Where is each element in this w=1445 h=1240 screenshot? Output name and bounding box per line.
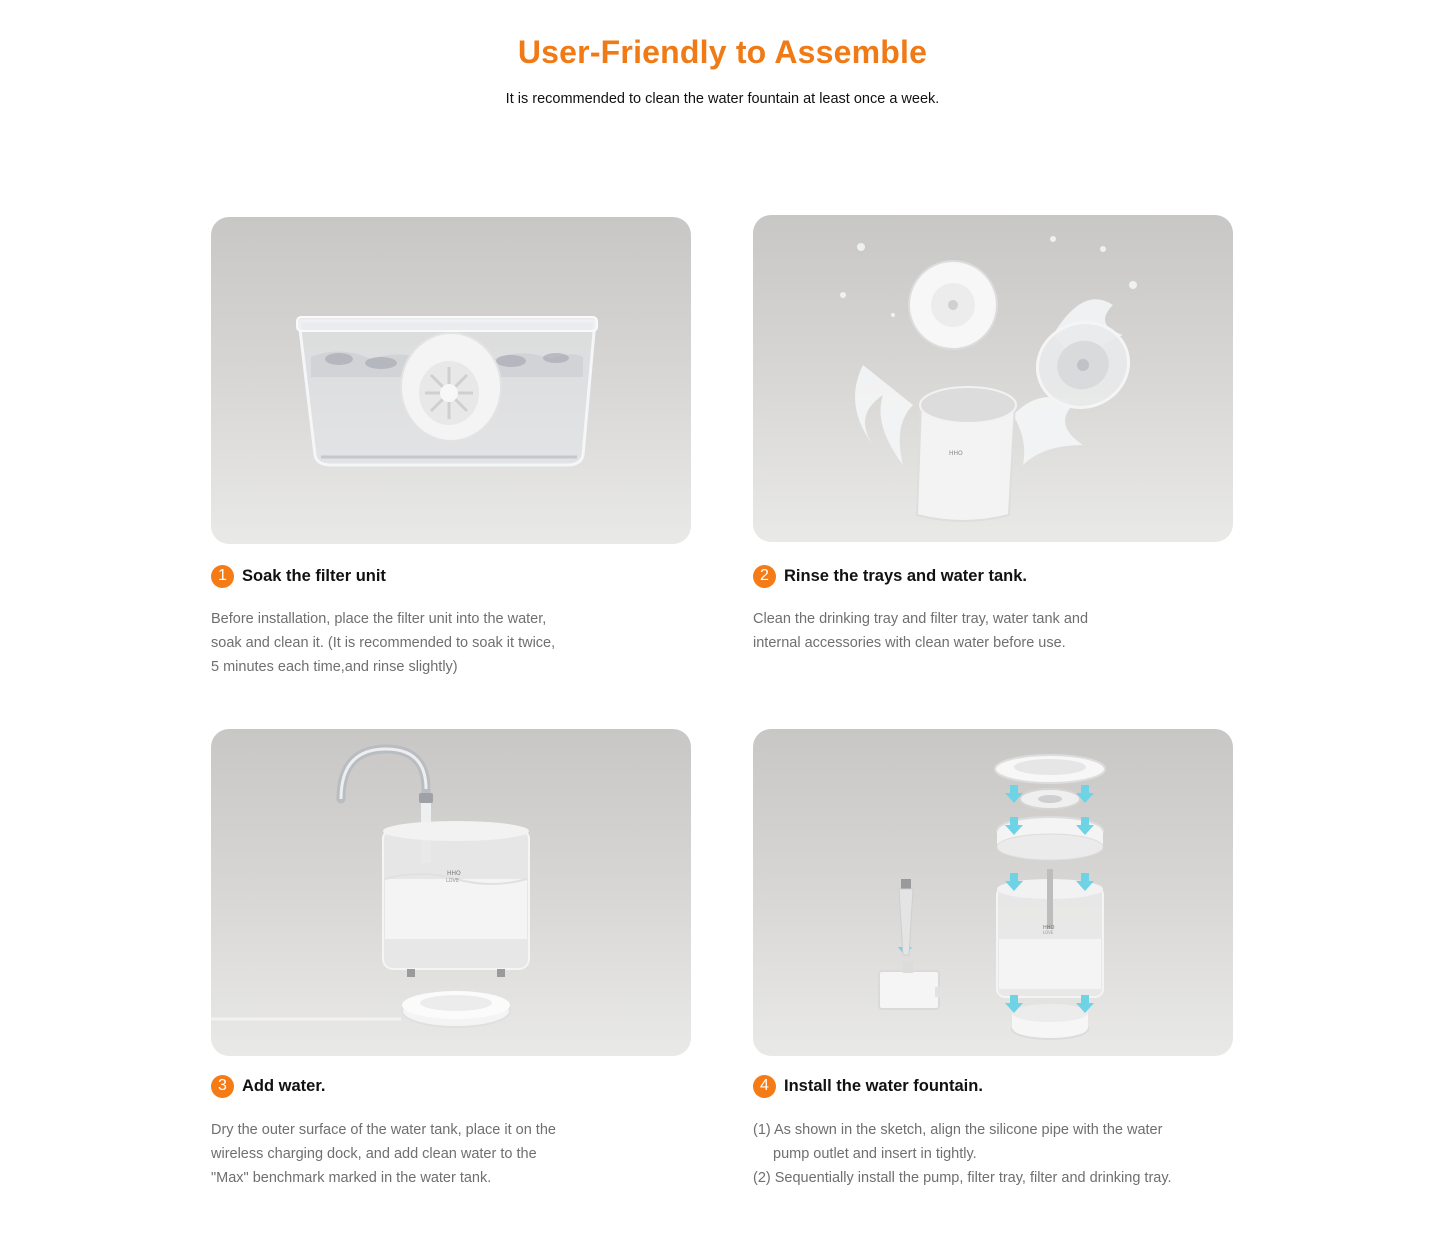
step-1-description: [211, 607, 555, 679]
svg-text:LOVE: LOVE: [446, 878, 460, 884]
step-4-description: [753, 1118, 1172, 1190]
step-3-desc-line: wireless charging dock, and add clean water to the: [211, 1146, 537, 1162]
step-2-heading: [753, 563, 1027, 589]
step-1-title: Soak the filter unit: [242, 566, 386, 585]
step-1-image: [211, 217, 691, 544]
step-2-description: [753, 607, 1088, 655]
step-4-image: [753, 729, 1233, 1056]
page-title: User-Friendly to Assemble: [517, 34, 928, 70]
step-2-badge: 2: [753, 565, 776, 588]
page-subtitle: It is recommended to clean the water fountain at least once a week.: [505, 91, 940, 107]
step-3-desc-line: "Max" benchmark marked in the water tank.: [211, 1170, 492, 1186]
step-1-desc-line: Before installation, place the filter unit into the water,: [211, 611, 547, 627]
step-3-image: [211, 729, 691, 1056]
step-3-badge: 3: [211, 1075, 234, 1098]
step-3-desc-line: Dry the outer surface of the water tank, place it on the: [211, 1122, 556, 1138]
step-4-title: Install the water fountain.: [784, 1076, 983, 1095]
step-1-desc-line: soak and clean it. (It is recommended to soak it twice,: [211, 635, 556, 651]
step-1-badge: 1: [211, 565, 234, 588]
svg-text:HHO: HHO: [447, 870, 461, 877]
step-2-desc-line: internal accessories with clean water before use.: [753, 635, 1066, 651]
step-3-title: Add water.: [242, 1076, 326, 1095]
step-1-desc-line: 5 minutes each time,and rinse slightly): [211, 659, 458, 675]
step-2-image: [753, 215, 1233, 542]
step-2-desc-line: Clean the drinking tray and filter tray, water tank and: [753, 611, 1089, 627]
step-4-desc-line: (1) As shown in the sketch, align the silicone pipe with the water: [753, 1122, 1163, 1138]
step-4-desc-line: pump outlet and insert in tightly.: [773, 1146, 977, 1162]
svg-text:LOVE: LOVE: [1043, 930, 1054, 935]
svg-text:HHO: HHO: [1043, 925, 1055, 931]
step-2-title: Rinse the trays and water tank.: [784, 566, 1027, 585]
svg-text:HHO: HHO: [949, 450, 963, 457]
step-4-heading: [753, 1073, 983, 1099]
step-4-badge: 4: [753, 1075, 776, 1098]
step-3-heading: [211, 1073, 325, 1099]
step-1-heading: [211, 563, 386, 589]
step-3-description: [211, 1118, 556, 1190]
step-4-desc-line: (2) Sequentially install the pump, filter tray, filter and drinking tray.: [753, 1170, 1172, 1186]
